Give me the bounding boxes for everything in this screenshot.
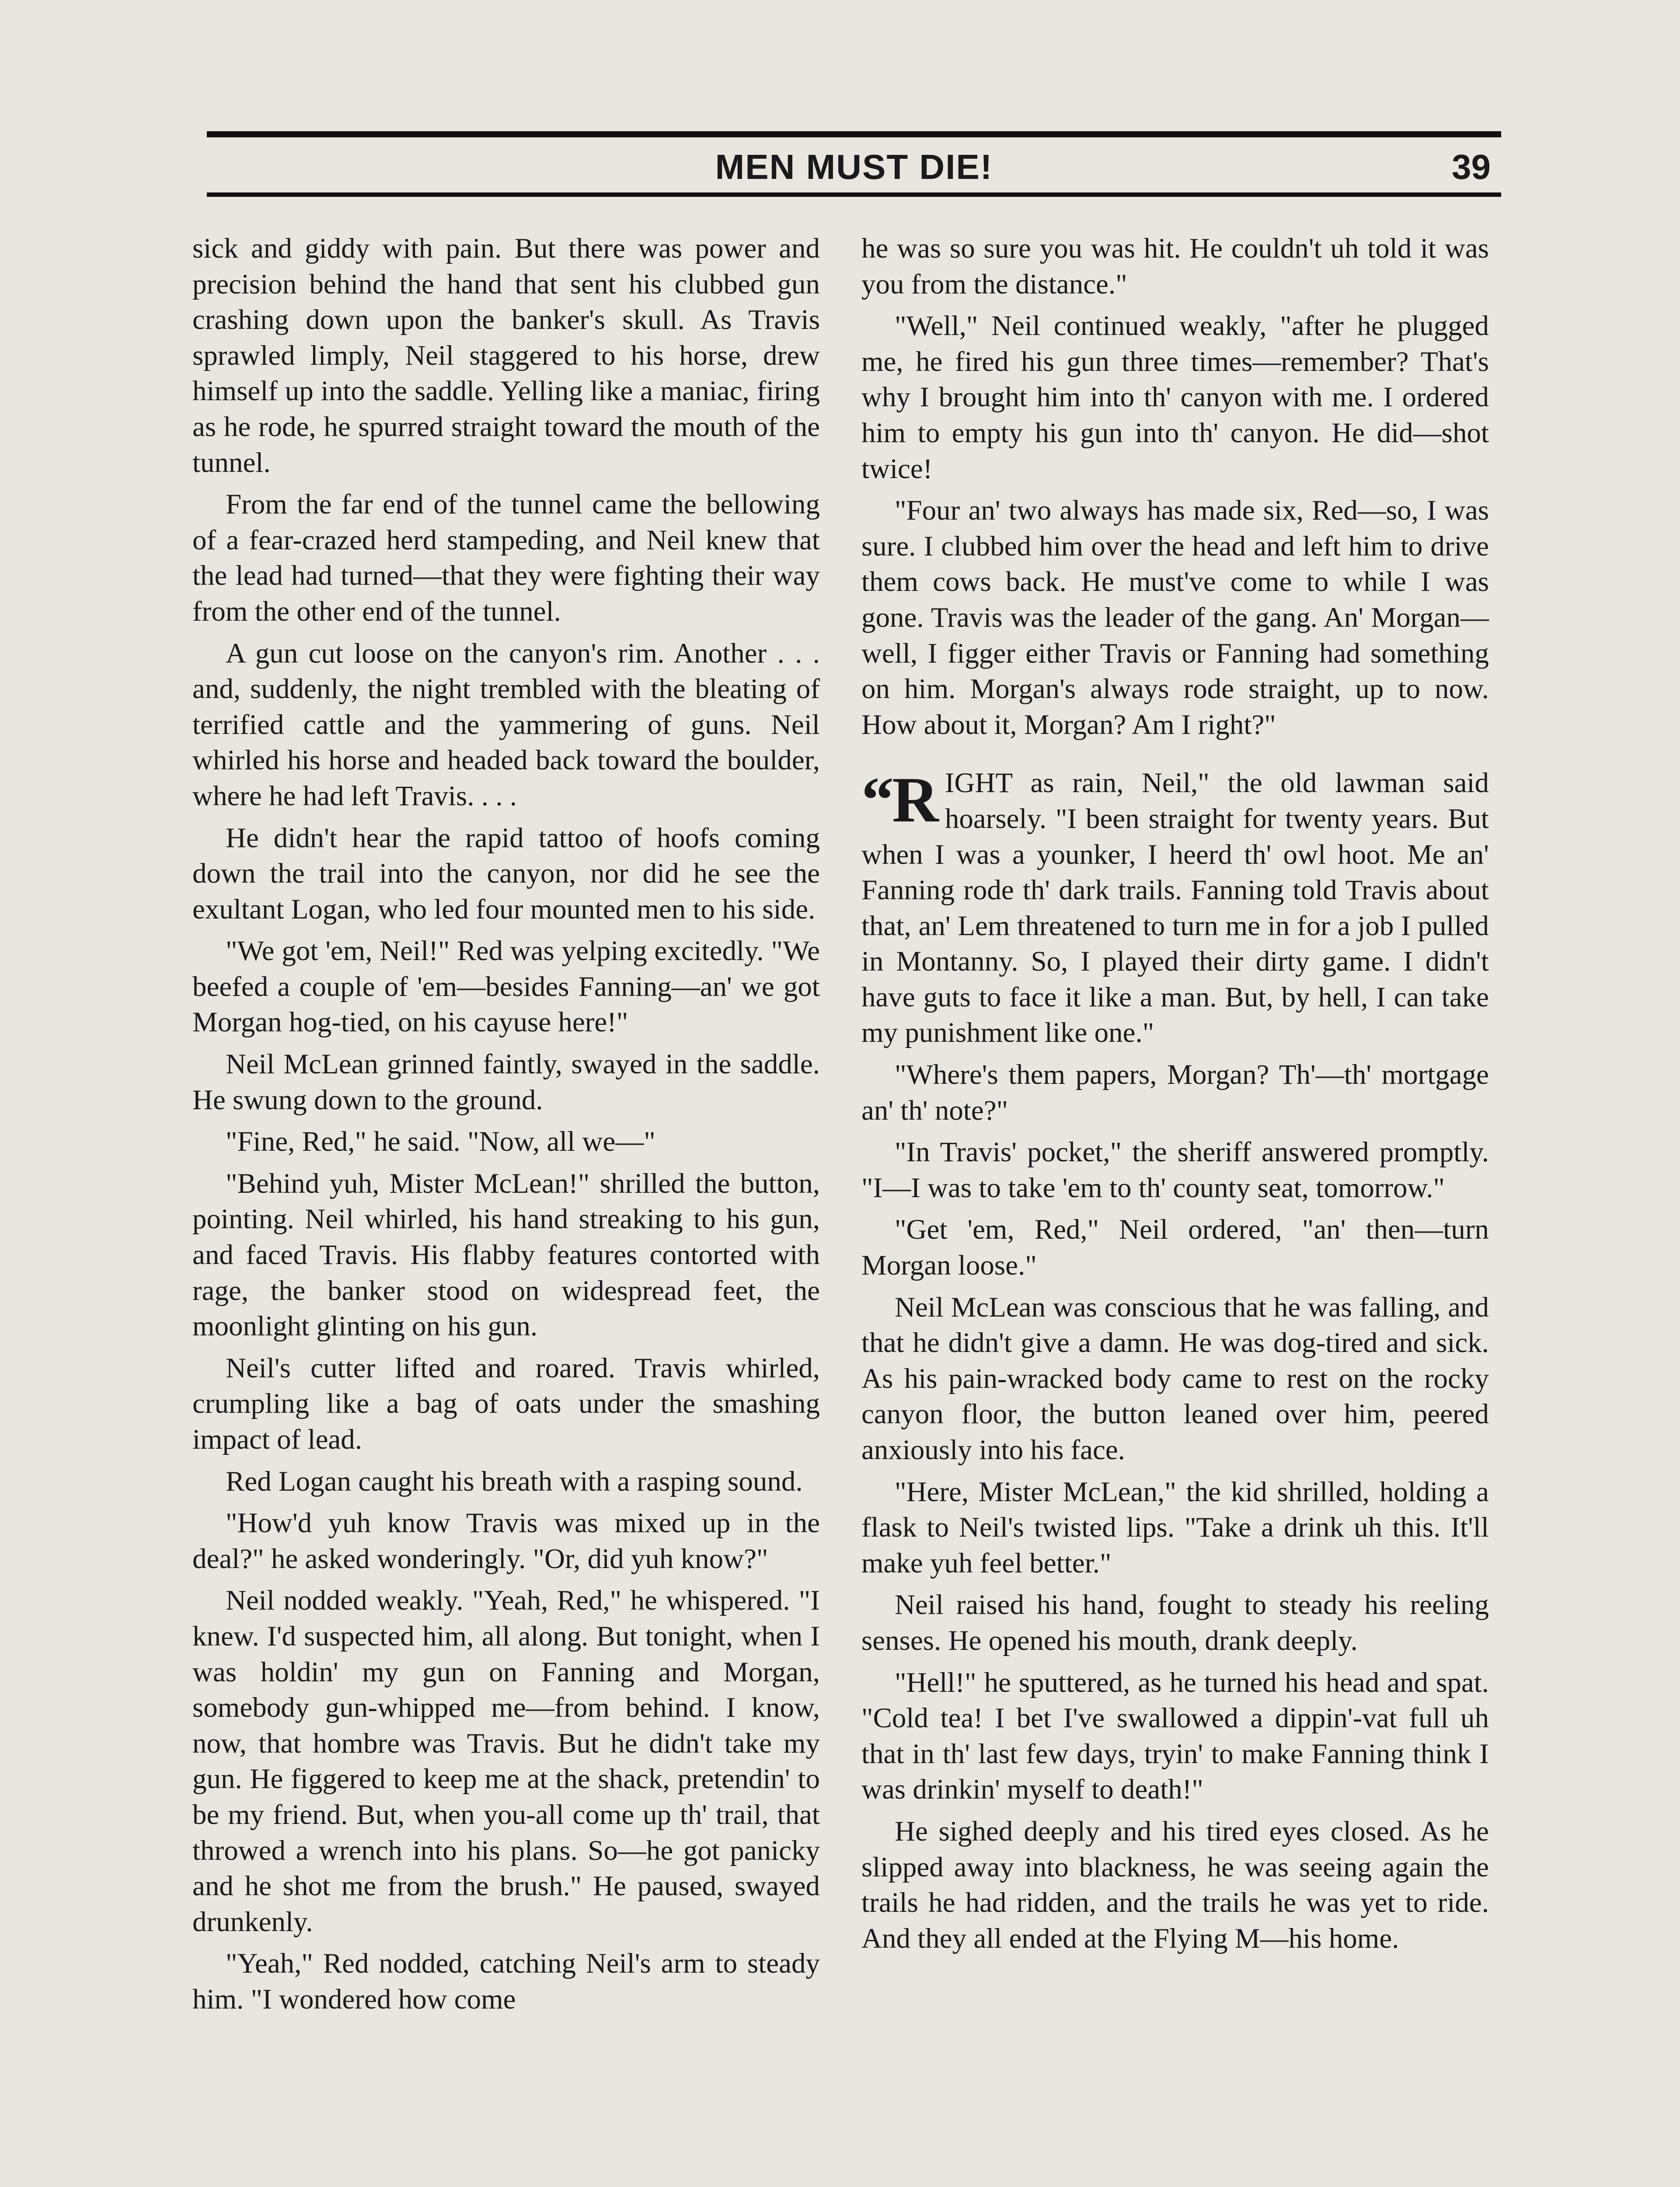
drop-cap [861, 764, 937, 836]
paragraph: He didn't hear the rapid tattoo of hoofs coming down the trail into the canyon, nor did he see the exultant Logan, who led four mounted men to his side. [192, 822, 820, 925]
paragraph: Neil's cutter lifted and roared. Travis whirled, crumpling like a bag of oats under the smashing impact of lead. [192, 1352, 820, 1455]
paragraph: Neil McLean grinned faintly, swayed in the saddle. He swung down to the ground. [192, 1048, 820, 1116]
paragraph: he was so sure you was hit. He couldn't uh told it was you from the distance." [861, 233, 1489, 300]
paragraph: "How'd yuh know Travis was mixed up in the deal?" he asked wonderingly. "Or, did yuh know?" [192, 1507, 820, 1575]
paragraph: "Well," Neil continued weakly, "after he plugged me, he fired his gun three times—remember? That's why I brought him into th' canyon with me. I ordered him to empty his gun into th' canyon. He did—shot twice! [861, 310, 1489, 485]
right-column [861, 231, 1489, 1963]
left-column [192, 231, 820, 2024]
paragraph: "Fine, Red," he said. "Now, all we—" [226, 1126, 655, 1158]
paragraph: "Where's them papers, Morgan? Th'—th' mortgage an' th' note?" [861, 1059, 1489, 1126]
paragraph: A gun cut loose on the canyon's rim. Another . . . and, suddenly, the night trembled with the bleating of terrified cattle and the yammering of guns. Neil whirled his horse and headed back toward the boulder, where he had left Travis. . . . [192, 637, 820, 812]
page-number: 39 [1452, 147, 1491, 186]
paragraph: Neil nodded weakly. "Yeah, Red," he whispered. "I knew. I'd suspected him, all along. But tonight, when I was holdin' my gun on Fanning and Morgan, somebody gun-whipped me—from behind. I know, now, that hombre was Travis. But he didn't take my gun. He figgered to keep me at the shack, pretendin' to be my friend. But, when you-all come up th' trail, that throwed a wrench into his plans. So—he got panicky and he shot me from the brush." He paused, swayed drunkenly. [192, 1585, 820, 1938]
paragraph: "Four an' two always has made six, Red—so, I was sure. I clubbed him over the head and left him to drive them cows back. He must've come to while I was gone. Travis was the leader of the gang. An' Morgan—well, I figger either Travis or Fanning had something on him. Morgan's always rode straight, up to now. How about it, Morgan? Am I right?" [861, 495, 1489, 741]
paragraph: Red Logan caught his breath with a rasping sound. [226, 1465, 803, 1497]
paragraph: "Here, Mister McLean," the kid shrilled, holding a flask to Neil's twisted lips. "Take a drink uh this. It'll make yuh feel better." [861, 1476, 1489, 1579]
paragraph: "In Travis' pocket," the sheriff answered promptly. "I—I was to take 'em to th' county seat, tomorrow." [861, 1136, 1489, 1204]
paragraph: "Hell!" he sputtered, as he turned his head and spat. "Cold tea! I bet I've swallowed a dippin'-vat full uh that in th' last few days, tryin' to make Fanning think I was drinkin' myself to death!" [861, 1666, 1489, 1806]
dropcap-paragraph [861, 765, 1489, 1051]
paragraph: "Behind yuh, Mister McLean!" shrilled the button, pointing. Neil whirled, his hand streaking to his gun, and faced Travis. His flabby features contorted with rage, the banker stood on widespread feet, the moonlight glinting on his gun. [192, 1167, 820, 1342]
dropcap-paragraph-text: IGHT as rain, Neil," the old lawman said hoarsely. "I been straight for twenty years. But when I was a younker, I heerd th' owl hoot. Me an' Fanning rode th' dark trails. Fanning told Travis about that, an' Lem threatened to turn me in for a job I pulled in Montanny. So, I played their dirty game. I didn't have guts to face it like a man. But, by hell, I can take my punishment like one." [861, 767, 1489, 1049]
story-title: MEN MUST DIE! [715, 147, 993, 186]
paragraph: sick and giddy with pain. But there was power and precision behind the hand that sent his clubbed gun crashing down upon the banker's skull. As Travis sprawled limply, Neil staggered to his horse, drew himself up into the saddle. Yelling like a maniac, firing as he rode, he spurred straight toward the mouth of the tunnel. [192, 233, 820, 479]
paragraph: "Get 'em, Red," Neil ordered, "an' then—turn Morgan loose." [861, 1214, 1489, 1282]
paragraph: Neil McLean was conscious that he was falling, and that he didn't give a damn. He was dog-tired and sick. As his pain-wracked body came to rest on the rocky canyon floor, the button leaned over him, peered anxiously into his face. [861, 1291, 1489, 1466]
drop-cap-letter: R [892, 764, 937, 836]
paragraph: He sighed deeply and his tired eyes closed. As he slipped away into blackness, he was seeing again the trails he had ridden, and the trails he was yet to ride. And they all ended at the Flying M—his home. [861, 1815, 1489, 1954]
paragraph: "Yeah," Red nodded, catching Neil's arm to steady him. "I wondered how come [192, 1948, 820, 2015]
paragraph: Neil raised his hand, fought to steady his reeling senses. He opened his mouth, drank deeply. [861, 1589, 1489, 1656]
drop-cap-quote-mark: “ [861, 764, 892, 836]
paragraph: "We got 'em, Neil!" Red was yelping excitedly. "We beefed a couple of 'em—besides Fanning—an' we got Morgan hog-tied, on his cayuse here!" [192, 935, 820, 1038]
paragraph: From the far end of the tunnel came the bellowing of a fear-crazed herd stampeding, and Neil knew that the lead had turned—that they were fighting their way from the other end of the tunnel. [192, 489, 820, 627]
page-header [207, 131, 1501, 197]
